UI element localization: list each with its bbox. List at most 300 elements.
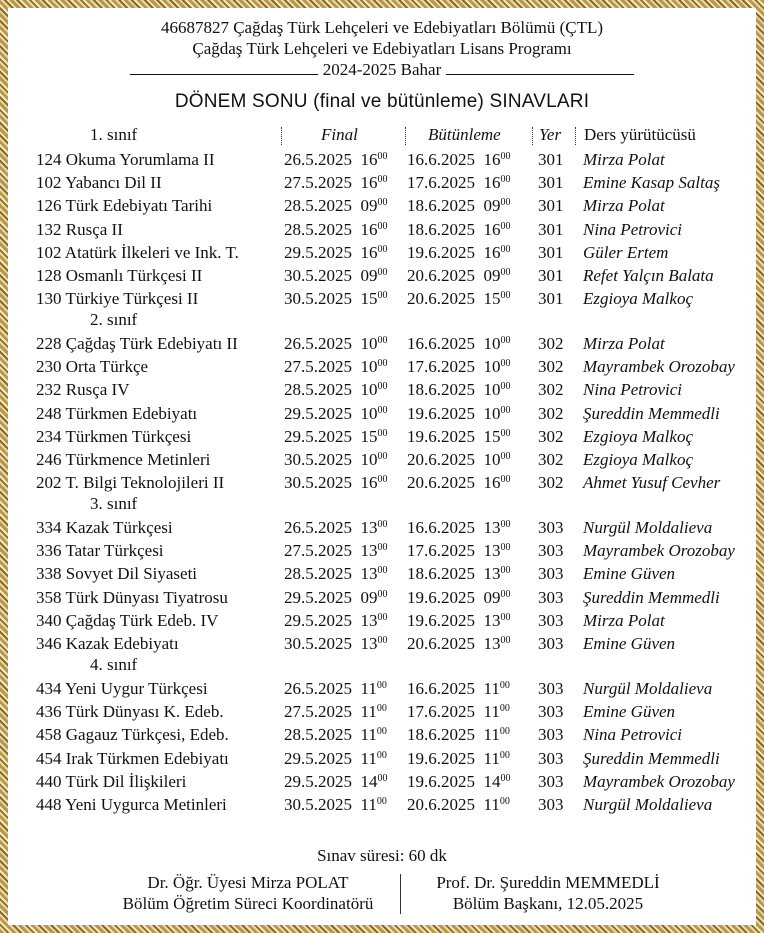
butunleme-datetime (407, 194, 511, 217)
column-header (8, 125, 756, 147)
butunleme-time: 13 (483, 518, 501, 537)
final-datetime (284, 425, 388, 448)
final-time: 16 (360, 219, 378, 239)
course-name: 458 Gagauz Türkçesi, Edeb. (36, 725, 229, 745)
final-datetime (284, 218, 388, 241)
column-butunleme: Bütünleme (428, 125, 501, 144)
final-date: 30.5.2025 (284, 473, 352, 493)
final-time: 16 (360, 173, 378, 193)
butunleme-time: 14 (483, 771, 501, 791)
room-number: 303 (538, 679, 564, 698)
butunleme-time: 16 (483, 150, 501, 169)
butunleme-time-minutes: 00 (500, 474, 511, 486)
final-time-minutes: 00 (377, 565, 388, 577)
final-time-minutes: 00 (376, 796, 387, 807)
column-teacher: Ders yürütücüsü (584, 125, 696, 144)
final-time-minutes: 00 (377, 220, 388, 232)
table-row (8, 677, 756, 700)
butunleme-datetime (407, 562, 511, 585)
document-page (8, 8, 756, 925)
butunleme-datetime (407, 425, 511, 448)
table-row (8, 562, 756, 585)
final-date: 29.5.2025 (284, 748, 352, 768)
column-final: Final (321, 125, 358, 144)
final-date: 30.5.2025 (284, 634, 352, 653)
final-time: 09 (360, 266, 378, 285)
teacher-name: Ahmet Yusuf Cevher (583, 473, 721, 493)
table-row (8, 241, 756, 264)
final-datetime (284, 562, 388, 585)
butunleme-datetime (407, 287, 511, 310)
course-name: 126 Türk Edebiyatı Tarihi (36, 196, 213, 216)
butunleme-time: 11 (483, 748, 500, 768)
room-number: 303 (538, 702, 564, 722)
room-number: 303 (538, 541, 564, 561)
final-datetime (284, 723, 387, 746)
table-row (8, 516, 756, 539)
butunleme-time-minutes: 00 (500, 335, 511, 346)
teacher-name: Nina Petrovici (583, 725, 682, 745)
teacher-name: Ezgioya Malkoç (583, 426, 693, 446)
butunleme-time-minutes: 00 (499, 680, 510, 691)
teacher-name: Şureddin Memmedli (583, 403, 720, 423)
butunleme-datetime (407, 471, 511, 494)
final-date: 29.5.2025 (284, 587, 352, 607)
teacher-name: Nurgül Moldalieva (583, 795, 713, 814)
final-datetime (284, 287, 388, 310)
room-number: 301 (538, 219, 564, 239)
butunleme-time-minutes: 00 (500, 772, 511, 784)
final-time-minutes: 00 (377, 542, 388, 554)
butunleme-time: 16 (483, 473, 501, 493)
butunleme-date: 19.6.2025 (407, 403, 475, 423)
final-time-minutes: 00 (376, 749, 387, 761)
butunleme-datetime (407, 148, 511, 171)
table-row (8, 287, 756, 310)
final-datetime (284, 770, 388, 793)
course-name: 202 T. Bilgi Teknolojileri II (36, 473, 225, 493)
final-date: 29.5.2025 (284, 403, 352, 423)
course-name: 246 Türkmence Metinleri (36, 450, 211, 469)
term-left-rule (130, 60, 318, 75)
term-right-rule (446, 60, 634, 75)
term-heading (8, 60, 756, 80)
section-label-3: 3. sınıf (90, 494, 138, 513)
final-time-minutes: 00 (376, 703, 387, 715)
butunleme-datetime (407, 355, 511, 378)
final-time: 11 (360, 725, 377, 745)
final-time-minutes: 00 (377, 611, 388, 623)
table-row (8, 723, 756, 746)
course-name: 338 Sovyet Dil Siyaseti (36, 564, 198, 584)
course-name: 454 Irak Türkmen Edebiyatı (36, 748, 229, 768)
final-date: 29.5.2025 (284, 610, 352, 630)
course-name: 448 Yeni Uygurca Metinleri (36, 795, 227, 814)
butunleme-time: 15 (483, 426, 501, 446)
signature-right-name: Prof. Dr. Şureddin MEMMEDLİ (436, 873, 660, 892)
teacher-name: Mayrambek Orozobay (583, 771, 735, 791)
room-number: 302 (538, 380, 564, 400)
signature-left-role: Bölüm Öğretim Süreci Koordinatörü (122, 894, 374, 913)
butunleme-date: 19.6.2025 (407, 771, 475, 791)
exam-duration: Sınav süresi: 60 dk (317, 846, 447, 865)
table-row (8, 632, 756, 655)
butunleme-date: 17.6.2025 (407, 702, 475, 722)
table-row (8, 700, 756, 723)
final-datetime (284, 355, 388, 378)
butunleme-time-minutes: 00 (500, 565, 511, 577)
butunleme-time-minutes: 00 (500, 588, 511, 600)
final-datetime (284, 632, 388, 655)
final-datetime (284, 148, 388, 171)
butunleme-time-minutes: 00 (500, 174, 511, 186)
course-name: 132 Rusça II (36, 219, 123, 239)
course-name: 228 Çağdaş Türk Edebiyatı II (36, 334, 238, 353)
table-row (8, 793, 756, 816)
butunleme-time: 11 (483, 679, 500, 698)
butunleme-time-minutes: 00 (500, 151, 511, 162)
butunleme-datetime (407, 516, 511, 539)
teacher-name: Mirza Polat (583, 150, 665, 169)
final-time: 11 (360, 702, 377, 722)
course-name: 232 Rusça IV (36, 380, 130, 400)
final-time-minutes: 00 (377, 588, 388, 600)
butunleme-time: 13 (483, 541, 501, 561)
butunleme-date: 17.6.2025 (407, 541, 475, 561)
butunleme-time-minutes: 00 (500, 451, 511, 462)
butunleme-time: 09 (483, 266, 501, 285)
butunleme-datetime (407, 171, 511, 194)
final-time-minutes: 00 (377, 151, 388, 162)
butunleme-date: 17.6.2025 (407, 173, 475, 193)
final-time-minutes: 00 (377, 381, 388, 393)
room-number: 302 (538, 450, 564, 469)
table-row (8, 194, 756, 217)
course-name: 358 Türk Dünyası Tiyatrosu (36, 587, 228, 607)
butunleme-date: 19.6.2025 (407, 748, 475, 768)
final-date: 28.5.2025 (284, 725, 352, 745)
room-number: 301 (538, 242, 564, 262)
room-number: 303 (538, 748, 564, 768)
room-number: 303 (538, 610, 564, 630)
final-datetime (284, 609, 388, 632)
butunleme-time: 10 (483, 334, 501, 353)
butunleme-datetime (407, 332, 511, 355)
butunleme-date: 18.6.2025 (407, 380, 475, 400)
butunleme-datetime (407, 448, 511, 471)
final-time-minutes: 00 (377, 174, 388, 186)
teacher-name: Nina Petrovici (583, 380, 682, 400)
room-number: 303 (538, 518, 564, 537)
final-time-minutes: 00 (377, 519, 388, 530)
final-date: 27.5.2025 (284, 541, 352, 561)
final-time: 10 (360, 357, 378, 377)
final-datetime (284, 194, 388, 217)
final-time: 15 (360, 426, 378, 446)
room-number: 301 (538, 266, 564, 285)
butunleme-time-minutes: 00 (500, 290, 511, 302)
final-date: 27.5.2025 (284, 702, 352, 722)
teacher-name: Nurgül Moldalieva (583, 518, 713, 537)
room-number: 301 (538, 289, 564, 309)
teacher-name: Mirza Polat (583, 334, 665, 353)
column-separator (405, 127, 406, 145)
butunleme-time: 15 (483, 289, 501, 309)
butunleme-datetime (407, 677, 510, 700)
final-time: 10 (360, 450, 378, 469)
final-time: 11 (360, 748, 377, 768)
final-date: 30.5.2025 (284, 289, 352, 309)
final-time: 09 (360, 587, 378, 607)
course-name: 130 Türkiye Türkçesi II (36, 289, 199, 309)
final-time: 13 (360, 564, 378, 584)
table-row (8, 171, 756, 194)
final-datetime (284, 586, 388, 609)
butunleme-date: 20.6.2025 (407, 634, 475, 653)
butunleme-time-minutes: 00 (500, 381, 511, 393)
table-row (8, 355, 756, 378)
room-number: 303 (538, 795, 564, 814)
butunleme-datetime (407, 402, 511, 425)
section-label-4: 4. sınıf (90, 655, 138, 674)
table-row (8, 539, 756, 562)
teacher-name: Ezgioya Malkoç (583, 450, 693, 469)
butunleme-time: 10 (483, 450, 501, 469)
butunleme-datetime (407, 609, 511, 632)
room-number: 301 (538, 150, 564, 169)
final-date: 29.5.2025 (284, 426, 352, 446)
teacher-name: Mirza Polat (583, 610, 665, 630)
final-time-minutes: 00 (377, 451, 388, 462)
final-time: 09 (360, 196, 378, 216)
final-datetime (284, 793, 387, 816)
final-time-minutes: 00 (377, 474, 388, 486)
butunleme-date: 16.6.2025 (407, 150, 475, 169)
table-row (8, 747, 756, 770)
butunleme-date: 20.6.2025 (407, 450, 475, 469)
butunleme-time: 13 (483, 634, 501, 653)
final-time: 10 (360, 403, 378, 423)
final-time: 15 (360, 289, 378, 309)
final-datetime (284, 539, 388, 562)
department-heading: 46687827 Çağdaş Türk Lehçeleri ve Edebiyatları Bölümü (ÇTL) (160, 18, 604, 37)
butunleme-time-minutes: 00 (500, 542, 511, 554)
butunleme-time: 09 (483, 196, 501, 216)
final-date: 30.5.2025 (284, 795, 352, 814)
final-date: 28.5.2025 (284, 196, 352, 216)
final-date: 26.5.2025 (284, 518, 352, 537)
final-time-minutes: 00 (377, 772, 388, 784)
teacher-name: Nurgül Moldalieva (583, 679, 713, 698)
course-name: 124 Okuma Yorumlama II (36, 150, 215, 169)
final-time: 13 (360, 541, 378, 561)
butunleme-datetime (407, 264, 511, 287)
signature-right-role: Bölüm Başkanı, 12.05.2025 (452, 894, 644, 913)
course-name: 434 Yeni Uygur Türkçesi (36, 679, 208, 698)
butunleme-time-minutes: 00 (500, 197, 511, 209)
final-time-minutes: 00 (377, 243, 388, 255)
butunleme-date: 19.6.2025 (407, 587, 475, 607)
butunleme-datetime (407, 539, 511, 562)
course-name: 248 Türkmen Edebiyatı (36, 403, 198, 423)
final-time: 10 (360, 380, 378, 400)
final-date: 30.5.2025 (284, 450, 352, 469)
butunleme-time-minutes: 00 (500, 267, 511, 278)
room-number: 302 (538, 357, 564, 377)
signature-left-name: Dr. Öğr. Üyesi Mirza POLAT (147, 873, 349, 892)
final-date: 28.5.2025 (284, 219, 352, 239)
butunleme-date: 18.6.2025 (407, 564, 475, 584)
room-number: 302 (538, 403, 564, 423)
table-row (8, 402, 756, 425)
butunleme-datetime (407, 770, 511, 793)
program-heading: Çağdaş Türk Lehçeleri ve Edebiyatları Lisans Programı (192, 39, 572, 58)
room-number: 303 (538, 725, 564, 745)
butunleme-datetime (407, 700, 510, 723)
butunleme-time-minutes: 00 (500, 358, 511, 370)
butunleme-date: 18.6.2025 (407, 219, 475, 239)
butunleme-time: 09 (483, 587, 501, 607)
final-datetime (284, 471, 388, 494)
teacher-name: Ezgioya Malkoç (583, 289, 693, 309)
table-row (8, 264, 756, 287)
column-yer: Yer (539, 125, 562, 144)
course-name: 346 Kazak Edebiyatı (36, 634, 179, 653)
final-datetime (284, 747, 387, 770)
butunleme-time-minutes: 00 (499, 726, 510, 738)
butunleme-date: 19.6.2025 (407, 426, 475, 446)
butunleme-time-minutes: 00 (499, 749, 510, 761)
butunleme-datetime (407, 586, 511, 609)
final-datetime (284, 171, 388, 194)
table-row (8, 378, 756, 401)
butunleme-time: 10 (483, 403, 501, 423)
final-time-minutes: 00 (376, 726, 387, 738)
butunleme-time: 13 (483, 610, 501, 630)
butunleme-time: 11 (483, 702, 500, 722)
final-time: 11 (360, 679, 377, 698)
final-datetime (284, 516, 388, 539)
room-number: 303 (538, 771, 564, 791)
final-time-minutes: 00 (377, 290, 388, 302)
butunleme-date: 20.6.2025 (407, 795, 475, 814)
final-time-minutes: 00 (377, 427, 388, 439)
final-time-minutes: 00 (377, 197, 388, 209)
butunleme-datetime (407, 241, 511, 264)
signature-right (418, 872, 678, 914)
butunleme-time: 10 (483, 380, 501, 400)
butunleme-datetime (407, 378, 511, 401)
butunleme-time: 16 (483, 173, 501, 193)
course-name: 102 Atatürk İlkeleri ve Ink. T. (36, 242, 239, 262)
butunleme-date: 18.6.2025 (407, 196, 475, 216)
course-name: 230 Orta Türkçe (36, 357, 149, 377)
final-time: 16 (360, 242, 378, 262)
butunleme-date: 16.6.2025 (407, 679, 475, 698)
room-number: 302 (538, 473, 564, 493)
room-number: 303 (538, 634, 564, 653)
butunleme-time: 13 (483, 564, 501, 584)
signature-separator (400, 874, 401, 914)
butunleme-date: 20.6.2025 (407, 473, 475, 493)
butunleme-time: 11 (483, 725, 500, 745)
final-time: 11 (360, 795, 377, 814)
butunleme-time: 16 (483, 219, 501, 239)
butunleme-datetime (407, 793, 510, 816)
final-time: 13 (360, 518, 378, 537)
table-row (8, 425, 756, 448)
final-time-minutes: 00 (377, 404, 388, 416)
final-time-minutes: 00 (377, 635, 388, 646)
table-row (8, 448, 756, 471)
table-row (8, 218, 756, 241)
final-date: 26.5.2025 (284, 334, 352, 353)
course-name: 440 Türk Dil İlişkileri (36, 771, 187, 791)
butunleme-date: 17.6.2025 (407, 357, 475, 377)
teacher-name: Emine Güven (583, 634, 676, 653)
room-number: 302 (538, 334, 564, 353)
butunleme-date: 20.6.2025 (407, 266, 475, 285)
butunleme-date: 18.6.2025 (407, 725, 475, 745)
teacher-name: Emine Güven (583, 564, 676, 584)
final-time: 14 (360, 771, 378, 791)
final-time: 13 (360, 610, 378, 630)
butunleme-time: 16 (483, 242, 501, 262)
butunleme-time-minutes: 00 (500, 611, 511, 623)
term-label: 2024-2025 Bahar (322, 60, 442, 79)
butunleme-date: 20.6.2025 (407, 289, 475, 309)
section-label-1: 1. sınıf (90, 125, 138, 144)
table-row (8, 148, 756, 171)
final-date: 26.5.2025 (284, 150, 352, 169)
final-datetime (284, 332, 388, 355)
teacher-name: Şureddin Memmedli (583, 587, 720, 607)
table-row (8, 770, 756, 793)
room-number: 301 (538, 196, 564, 216)
course-name: 340 Çağdaş Türk Edeb. IV (36, 610, 219, 630)
butunleme-time-minutes: 00 (499, 703, 510, 715)
butunleme-datetime (407, 218, 511, 241)
table-row (8, 586, 756, 609)
teacher-name: Şureddin Memmedli (583, 748, 720, 768)
butunleme-time-minutes: 00 (500, 635, 511, 646)
course-name: 128 Osmanlı Türkçesi II (36, 266, 203, 285)
final-datetime (284, 677, 387, 700)
butunleme-datetime (407, 632, 511, 655)
teacher-name: Güler Ertem (583, 242, 669, 262)
page-title: DÖNEM SONU (final ve bütünleme) SINAVLARI (174, 91, 590, 112)
final-date: 29.5.2025 (284, 242, 352, 262)
butunleme-time-minutes: 00 (500, 243, 511, 255)
butunleme-date: 16.6.2025 (407, 518, 475, 537)
final-date: 28.5.2025 (284, 380, 352, 400)
final-time: 16 (360, 473, 378, 493)
butunleme-time: 10 (483, 357, 501, 377)
course-name: 234 Türkmen Türkçesi (36, 426, 192, 446)
room-number: 302 (538, 426, 564, 446)
final-datetime (284, 264, 388, 287)
final-datetime (284, 448, 388, 471)
final-date: 27.5.2025 (284, 173, 352, 193)
butunleme-datetime (407, 747, 510, 770)
column-separator (575, 127, 576, 145)
teacher-name: Emine Kasap Saltaş (583, 173, 720, 193)
course-name: 334 Kazak Türkçesi (36, 518, 173, 537)
column-separator (532, 127, 533, 145)
final-date: 27.5.2025 (284, 357, 352, 377)
butunleme-datetime (407, 723, 510, 746)
table-row (8, 332, 756, 355)
